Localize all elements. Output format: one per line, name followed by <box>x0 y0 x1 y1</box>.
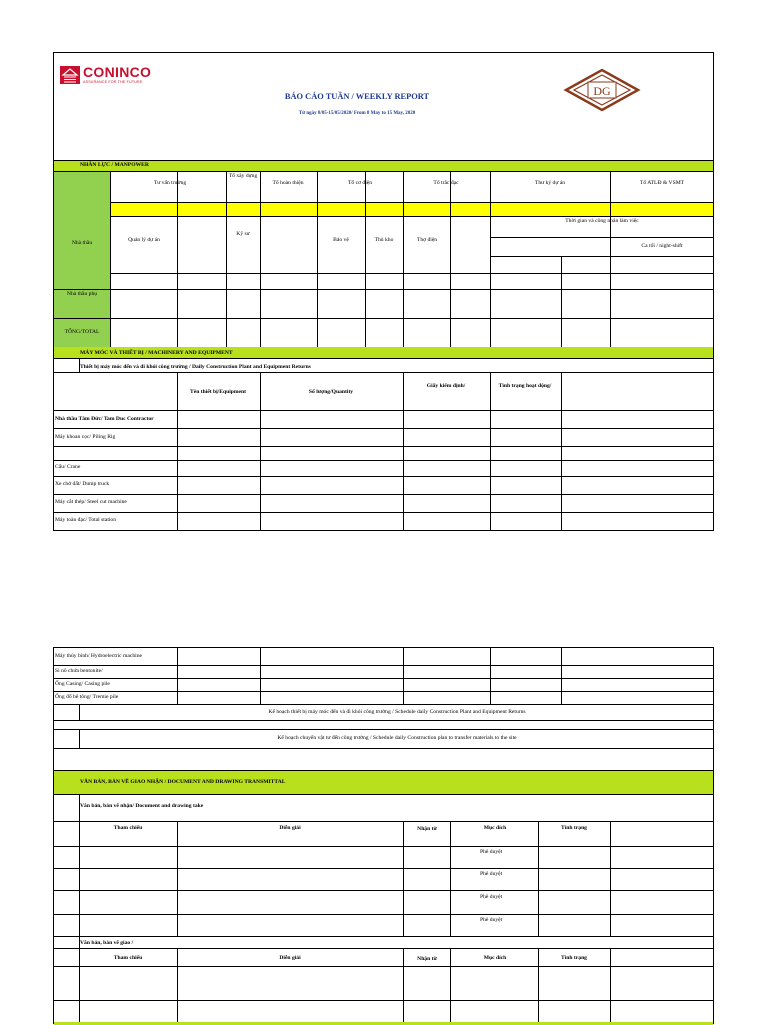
report-page-1 <box>53 52 714 531</box>
col-desc: Diễn giải <box>279 825 301 831</box>
equipment-row: Máy toàn đạc/ Total station <box>55 517 117 523</box>
col-to-xay-dung <box>228 173 258 179</box>
plan-materials-text: Kế hoạch chuyển vật tư đến công trường / Schedule daily Construction plan to transfer materials to the site <box>277 735 517 741</box>
col-status-doc: Tình trạng <box>561 825 587 831</box>
col-purpose: Mục đích <box>483 955 507 961</box>
logo-text: CONINCO <box>83 64 152 80</box>
purpose-cell: Phê duyệt <box>480 871 503 877</box>
dg-logo-icon <box>563 67 641 113</box>
manpower-header-band <box>54 160 713 171</box>
col-purpose: Mục đích <box>483 825 507 831</box>
received-title: Văn bản, bản vẽ nhận/ Document and drawing take <box>80 803 204 809</box>
col-from: Nhận từ <box>417 956 437 962</box>
sent-title: Văn bản, bản vẽ giao / <box>80 940 134 946</box>
machinery-section-title: MÁY MÓC VÀ THIẾT BỊ / MACHINERY AND EQUIPMENT <box>80 350 233 356</box>
col-tu-van: Tư vấn trường <box>153 180 187 186</box>
col-from: Nhận từ <box>417 826 437 832</box>
row-nha-thau: Nhà thầu <box>71 240 93 246</box>
col-ref: Tham chiếu <box>113 825 143 831</box>
cell-ky-su: Kỹ sư <box>236 231 250 237</box>
logo-tagline: ASSURANCE FOR THE FUTURE <box>83 80 143 84</box>
equipment-row: Si nô chứa bentonite/ <box>55 668 103 674</box>
row-total: TỔNG/TOTAL <box>64 329 100 335</box>
report-page-2 <box>53 647 714 1024</box>
coninco-emblem-icon <box>60 66 80 84</box>
col-ref: Tham chiếu <box>113 955 143 961</box>
col-status: Tình trạng hoạt động/ <box>498 383 552 389</box>
manpower-side-green <box>54 171 110 347</box>
cell-thoi-gian: Thời gian và công nhân làm việc <box>565 218 639 224</box>
cell-thu-kho: Thủ kho <box>374 237 394 243</box>
cell-bao-ve: Bảo vệ <box>333 237 349 243</box>
report-title: BÁO CÁO TUẦN / WEEKLY REPORT <box>284 92 430 101</box>
purpose-cell: Phê duyệt <box>480 849 503 855</box>
documents-section-title: VĂN BẢN, BẢN VẼ GIAO NHẬN / DOCUMENT AND DRAWING TRANSMITTAL <box>80 779 286 785</box>
col-to-atld: Tổ ATLĐ & VSMT <box>639 180 685 186</box>
plan-equipment-text: Kế hoạch thiết bị máy móc đến và đi khỏi công trường / Schedule daily Construction Plant and Equipment Returns <box>268 709 526 715</box>
equipment-row: Cẩu/ Crane <box>55 464 81 470</box>
col-to-xay-dung-label: Tổ xây dựng <box>228 173 258 179</box>
equipment-row: Máy cắt thép/ Steel cut machine <box>55 499 127 505</box>
col-to-trac-dac: Tổ trắc đạc <box>433 180 459 186</box>
equipment-row: Xe chở đất/ Dump truck <box>55 481 110 487</box>
coninco-logo <box>60 65 160 87</box>
equipment-row: Máy thủy bình/ Hydroelectric machine <box>55 653 142 659</box>
equipment-row: Ống đổ bê tông/ Tremie pile <box>55 694 119 700</box>
cell-quan-ly-du-an: Quản lý dự án <box>128 237 160 243</box>
machinery-subtitle: Thiết bị máy móc đến và đi khỏi công trường / Daily Construction Plant and Equipment Returns <box>80 364 311 370</box>
dg-logo-text: DG <box>593 84 611 98</box>
manpower-yellow-row <box>110 202 713 216</box>
col-status-doc: Tình trạng <box>561 955 587 961</box>
tam-duc-contractor: Nhà thầu Tâm Đức/ Tam Duc Contractor <box>55 416 154 422</box>
cell-tho-dien: Thợ điện <box>416 237 438 243</box>
col-to-co-dien: Tổ cơ điện <box>347 180 373 186</box>
col-desc: Diễn giải <box>279 955 301 961</box>
equipment-row: Ống Casing/ Casing pile <box>55 681 110 687</box>
col-equipment: Tên thiết bị/Equipment <box>190 389 246 395</box>
col-certificate: Giấy kiểm định/ <box>426 383 466 389</box>
manpower-section-title: NHÂN LỰC / MANPOWER <box>80 162 149 168</box>
equipment-row: Máy khoan cọc/ Piling Rig <box>55 434 116 440</box>
row-nha-thau-phu: Nhà thầu phụ <box>66 291 98 297</box>
purpose-cell: Phê duyệt <box>480 894 503 900</box>
cell-ca-toi: Ca tối / night-shift <box>641 243 683 249</box>
report-period: Từ ngày 8/05-15/05/2020/ From 8 May to 15 May, 2020 <box>298 111 416 116</box>
col-to-hoan-thien: Tổ hoàn thiện <box>272 180 304 186</box>
purpose-cell: Phê duyệt <box>480 917 503 923</box>
col-thu-ky: Thư ký dự án <box>534 180 566 186</box>
col-quantity: Số lượng/Quantity <box>308 389 354 395</box>
